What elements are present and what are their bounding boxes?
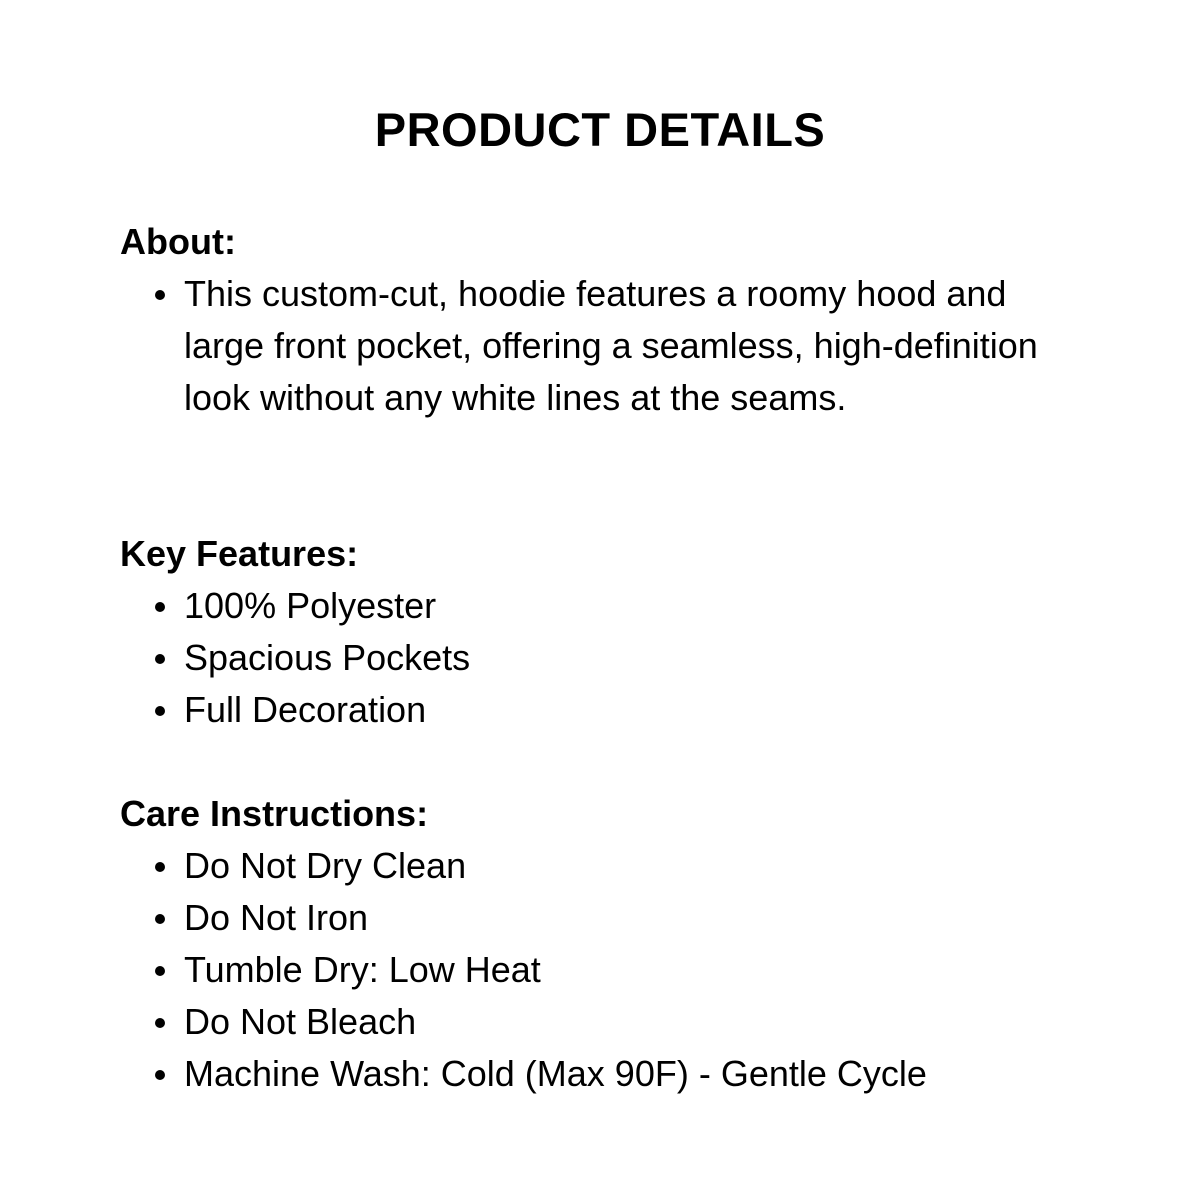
bullet-icon [155, 654, 165, 664]
key-features-section [120, 528, 1080, 736]
about-heading: About: [120, 221, 236, 262]
list-item-text: 100% Polyester [184, 585, 437, 626]
key-features-heading: Key Features: [120, 533, 359, 574]
about-section [120, 216, 1080, 424]
list-item [120, 632, 1080, 684]
list-item [120, 1048, 1080, 1100]
list-item-text: Do Not Dry Clean [184, 845, 467, 886]
bullet-icon [155, 1018, 165, 1028]
list-item-text: Machine Wash: Cold (Max 90F) - Gentle Cycle [184, 1053, 927, 1094]
list-item-text: This custom-cut, hoodie features a roomy hood and large front pocket, offering a seamless, high-definition look without any white lines at the seams. [184, 273, 1038, 418]
list-item-text: Tumble Dry: Low Heat [184, 949, 541, 990]
list-item [120, 268, 1080, 424]
care-instructions-heading: Care Instructions: [120, 793, 429, 834]
list-item [120, 684, 1080, 736]
list-item-text: Spacious Pockets [184, 637, 471, 678]
key-features-list [120, 580, 1080, 736]
list-item [120, 996, 1080, 1048]
list-item [120, 580, 1080, 632]
bullet-icon [155, 914, 165, 924]
care-instructions-section [120, 788, 1080, 1100]
page-title: PRODUCT DETAILS [374, 103, 826, 156]
list-item-text: Do Not Bleach [184, 1001, 417, 1042]
list-item [120, 840, 1080, 892]
bullet-icon [155, 602, 165, 612]
about-list [120, 268, 1080, 424]
bullet-icon [155, 1070, 165, 1080]
list-item [120, 892, 1080, 944]
care-instructions-list [120, 840, 1080, 1100]
bullet-icon [155, 966, 165, 976]
list-item [120, 944, 1080, 996]
list-item-text: Full Decoration [184, 689, 427, 730]
bullet-icon [155, 290, 165, 300]
list-item-text: Do Not Iron [184, 897, 369, 938]
bullet-icon [155, 862, 165, 872]
bullet-icon [155, 706, 165, 716]
